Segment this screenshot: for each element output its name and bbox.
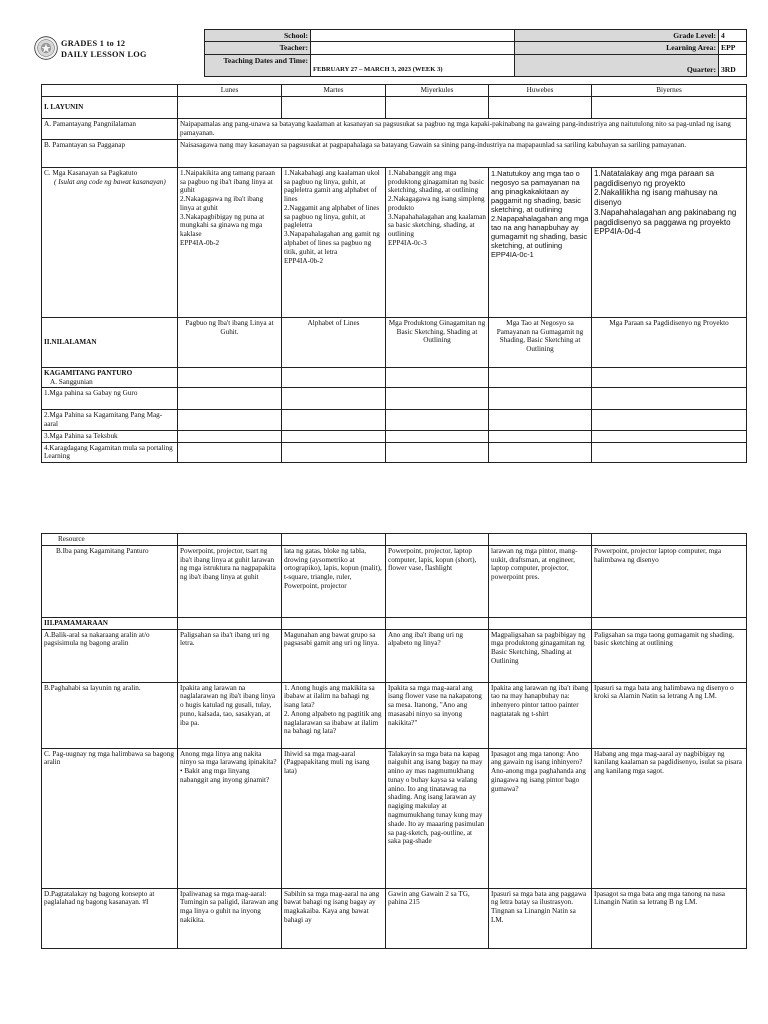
- pamamaraan-heading: III.PAMAMARAAN: [42, 617, 178, 629]
- learning-area-label: Learning Area:: [515, 42, 719, 54]
- day-header-miyerkules: Miyerkules: [386, 85, 489, 97]
- paghahabi-huwebes: Ipakita ang larawan ng iba't ibang tao na may hanapbuhay na: inhenyero pintor tattoo painter nagtatatak ng t-shirt: [489, 682, 592, 748]
- kasanayan-huwebes: 1.Natutukoy ang mga tao o negosyo sa pamayanan na ang pinagkakakitaan ay paggamit ng shading, basic sketching, at outlining 2.Napapahalagahan ang mga tao na ang hanapbuhay ay gumagamit ng shading, basic sketching, at outlining EPP4IA-0c-1: [489, 167, 592, 317]
- pagtatalakay-huwebes: Ipasuri sa mga bata ang paggawa ng letra batay sa ilustrasyon. Tingnan sa Linangin Natin sa LM.: [489, 888, 592, 948]
- pagtatalakay-martes: Sabihin sa mga mag-aaral na ang bawat bahagi ng isang bagay ay magkakaiba. Kaya ang bawat bahagi ay: [282, 888, 386, 948]
- balik-aral-huwebes: Magpaligsahan sa pagbibigay ng mga produktong ginagamitan ng Basic Sketching, Shading at Outlining: [489, 629, 592, 682]
- kagamitang-pang-magaaral-label: 2.Mga Pahina sa Kagamitang Pang Mag-aaral: [42, 410, 178, 431]
- nilalaman-biyernes: Mga Paraan sa Pagdidisenyo ng Proyekto: [592, 317, 747, 367]
- iba-pang-martes: lata ng gatas, bloke ng tabla, drowing (aysometriko at ortograpiko), lapis, kopun (malit), t-square, triangle, ruler, Powerpoint, projector: [282, 545, 386, 617]
- pamantayang-pangnilalaman-text: Naipapamalas ang pang-unawa sa batayang kaalaman at kasanayan sa pagsusukat sa pagbuo ng mga kapaki-pakinabang na gawaing pang-industriya ang naitutulong nito sa pag-unlad ng isang pamayanan.: [178, 118, 747, 139]
- pamantayan-sa-pagganap-label: B. Pamantayan sa Pagganap: [42, 139, 178, 167]
- pamantayan-sa-pagganap-text: Naisasagawa nang may kasanayan sa pagsusukat at pagpapahalaga sa batayang Gawain sa sining pang-industriya na mapapaunlad sa sariling kabuhayan sa sariling pamayanan.: [178, 139, 747, 167]
- kasanayan-martes: 1.Nakabahagi ang kaalaman ukol sa pagbuo ng linya, guhit, at pagleletra gamit ang alphabet of lines 2.Naggamit ang alphabet of lines sa pagbuo ng linya, guhit, at pagleletra 3.Napapahalagahan ang gamit ng alphabet of lines sa pagbuo ng titik, guhit, at letra EPP4IA-0b-2: [282, 167, 386, 317]
- kasanayan-biyernes: 1.Natatalakay ang mga paraan sa pagdidisenyo ng proyekto 2.Nakalilikha ng isang mahusay na disenyo 3.Napahahalagahan ang pakinabang ng pagdidisenyo sa paggawa ng proyekto EPP4IA-0d-4: [592, 167, 747, 317]
- lesson-table-objectives: [41, 84, 747, 463]
- iba-pang-miyerkules: Powerpoint, projector, laptop computer, lapis, kopun (short), flower vase, flashlight: [386, 545, 489, 617]
- balik-aral-biyernes: Paligsahan sa mga taong gumagamit ng shading, basic sketching at outlining: [592, 629, 747, 682]
- karagdagang-kagamitan-label: 4.Karagdagang Kagamitan mula sa portaling Learning: [42, 442, 178, 463]
- pagtatalakay-label: D.Pagtatalakay ng bagong konsepto at paglalahad ng bagong kasanayan. #I: [42, 888, 178, 948]
- teacher-value: [311, 42, 515, 54]
- school-value: [311, 30, 515, 42]
- nilalaman-lunes: Pagbuo ng Iba't ibang Linya at Guhit.: [178, 317, 282, 367]
- iba-pang-lunes: Powerpoint, projector, tsart ng iba't ibang linya at guhit larawan ng mga istruktura na nagpapakita ng iba't ibang linya at guhit: [178, 545, 282, 617]
- paghahabi-biyernes: Ipasuri sa mga bata ang halimbawa ng disenyo o kroki sa Alamin Natin sa letrang A ng LM.: [592, 682, 747, 748]
- school-label: School:: [205, 30, 311, 42]
- balik-aral-label: A.Balik-aral sa nakaraang aralin at/o pagsisimula ng bagong aralin: [42, 629, 178, 682]
- paghahabi-martes: 1. Anong hugis ang makikita sa ibabaw at ilalim na bahagi ng isang lata? 2. Anong alpabeto ng pagtitik ang naglalarawan sa ibabaw at ilalim na bahagi ng lata?: [282, 682, 386, 748]
- deped-seal-logo: [34, 36, 58, 60]
- day-header-lunes: Lunes: [178, 85, 282, 97]
- balik-aral-miyerkules: Ano ang iba't ibang uri ng alpabeto ng linya?: [386, 629, 489, 682]
- paghahabi-label: B.Paghahabi sa layunin ng aralin.: [42, 682, 178, 748]
- quarter-label: Quarter:: [515, 54, 719, 76]
- teacher-label: Teacher:: [205, 42, 311, 54]
- pagtatalakay-lunes: Ipaliwanag sa mga mag-aaral: Tumingin sa paligid, ilarawan ang mga linya o guhit na inyong nakikita.: [178, 888, 282, 948]
- teksbuk-label: 3.Mga Pahina sa Teksbuk: [42, 430, 178, 442]
- resource-label: Resource: [42, 534, 178, 546]
- pamantayang-pangnilalaman-label: A. Pamantayang Pangnilalaman: [42, 118, 178, 139]
- balik-aral-lunes: Paligsahan sa iba't ibang uri ng letra.: [178, 629, 282, 682]
- kagamitang-panturo-cell: [42, 367, 178, 388]
- nilalaman-huwebes: Mga Tao at Negosyo sa Pamayanan na Gumagamit ng Shading, Basic Sketching at Outlining: [489, 317, 592, 367]
- learning-area-value: EPP: [719, 42, 747, 54]
- nilalaman-heading: II.NILALAMAN: [42, 317, 178, 367]
- pagtatalakay-biyernes: Ipasagot sa mga bata ang mga tanong na nasa Linangin Natin sa letrang B ng LM.: [592, 888, 747, 948]
- pagtatalakay-miyerkules: Gawin ang Gawain 2 sa TG, pahina 215: [386, 888, 489, 948]
- day-header-biyernes: Biyernes: [592, 85, 747, 97]
- pag-uugnay-huwebes: Ipasagot ang mga tanong: Ano ang gawain ng isang inhinyero? Ano-anong mga paghahanda ang ginagawa ng isang pintor bago gumawa?: [489, 748, 592, 888]
- paghahabi-lunes: Ipakita ang larawan na naglalarawan ng iba't ibang linya o hugis katulad ng gusali, tulay, puno, kalsada, tao, sasakyan, at iba pa.: [178, 682, 282, 748]
- iba-pang-huwebes: larawan ng mga pintor, mang-uukit, draftsman, at engineer, laptop computer, projector, powerpoint pres.: [489, 545, 592, 617]
- nilalaman-miyerkules: Mga Produktong Ginagamitan ng Basic Sketching, Shading at Outlining: [386, 317, 489, 367]
- pag-uugnay-martes: Ihiwid sa mga mag-aaral (Pagpapakitang muli ng isang lata): [282, 748, 386, 888]
- dll-title: [61, 38, 147, 60]
- pag-uugnay-biyernes: Habang ang mga mag-aaral ay nagbibigay ng kanilang kaalaman sa pagdidisenyo, isulat sa pisara ang kanilang mga sagot.: [592, 748, 747, 888]
- pag-uugnay-miyerkules: Talakayin sa mga bata na kapag naiguhit ang isang bagay na may anino ay mas nagmumukhang tunay o buhay kaysa sa walang anino. Ito ang tinatawag na shading. Ang isang larawan ay nagiging makulay at nagmumukhang tunay kung may shade. Ito ay maaaring pasimulan sa pag-sketch, pag-outline, at saka pag-shade: [386, 748, 489, 888]
- day-header-martes: Martes: [282, 85, 386, 97]
- paghahabi-miyerkules: Ipakita sa mga mag-aaral ang isang flower vase na nakapatong sa mesa. Itanong, "Ano ang masasabi ninyo sa inyong nakikita?": [386, 682, 489, 748]
- day-header-huwebes: Huwebes: [489, 85, 592, 97]
- layunin-heading: I. LAYUNIN: [42, 96, 178, 118]
- dll-title-line2: DAILY LESSON LOG: [61, 50, 147, 60]
- iba-pang-kagamitan-label: B.Iba pang Kagamitang Panturo: [42, 545, 178, 617]
- grade-level-value: 4: [719, 30, 747, 42]
- kasanayan-miyerkules: 1.Nababanggit ang mga produktong ginagamitan ng basic sketching, shading, at outlining 2.Nakagagawa ng isang simpleng produkto 3.Napahahalagahan ang kaalaman sa basic sketching, shading, at outlining EPP4IA-0c-3: [386, 167, 489, 317]
- teaching-dates-value: FEBRUARY 27 – MARCH 3, 2023 (WEEK 3): [311, 54, 515, 76]
- iba-pang-biyernes: Powerpoint, projector laptop computer, mga halimbawa ng disenyo: [592, 545, 747, 617]
- quarter-value: 3RD: [719, 54, 747, 76]
- corner-cell: [42, 85, 178, 97]
- lesson-table-procedures: [41, 533, 747, 949]
- teaching-dates-label: Teaching Dates and Time:: [205, 54, 311, 76]
- dll-title-line1: GRADES 1 to 12: [61, 39, 126, 48]
- nilalaman-martes: Alphabet of Lines: [282, 317, 386, 367]
- kasanayan-note: ( Isulat ang code ng bawat kasanayan): [54, 177, 166, 186]
- kasanayan-label: C. Mga Kasanayan sa Pagkatuto: [44, 168, 138, 177]
- kasanayan-lunes: 1.Naipakikita ang tamang paraan sa pagbuo ng iba't ibang linya at guhit 2.Nakagagawa ng iba't ibang linya at guhit 3.Nakapagbibigay ng puna at mungkahi sa ginawa ng mga kaklase EPP4IA-0b-2: [178, 167, 282, 317]
- pag-uugnay-lunes: Anong mga linya ang nakita ninyo sa mga larawang ipinakita? • Bakit ang mga linyang nabanggit ang inyong ginamit?: [178, 748, 282, 888]
- pag-uugnay-label: C. Pag-uugnay ng mga halimbawa sa bagong aralin: [42, 748, 178, 888]
- kasanayan-label-cell: [42, 167, 178, 317]
- header-info-table: [204, 29, 747, 77]
- sanggunian-label: A. Sanggunian: [50, 377, 93, 386]
- kagamitang-panturo-heading: KAGAMITANG PANTURO: [44, 368, 133, 377]
- grade-level-label: Grade Level:: [515, 30, 719, 42]
- balik-aral-martes: Magunahan ang bawat grupo sa pagsasabi gamit ang uri ng linya.: [282, 629, 386, 682]
- gabay-ng-guro-label: 1.Mga pahina sa Gabay ng Guro: [42, 388, 178, 410]
